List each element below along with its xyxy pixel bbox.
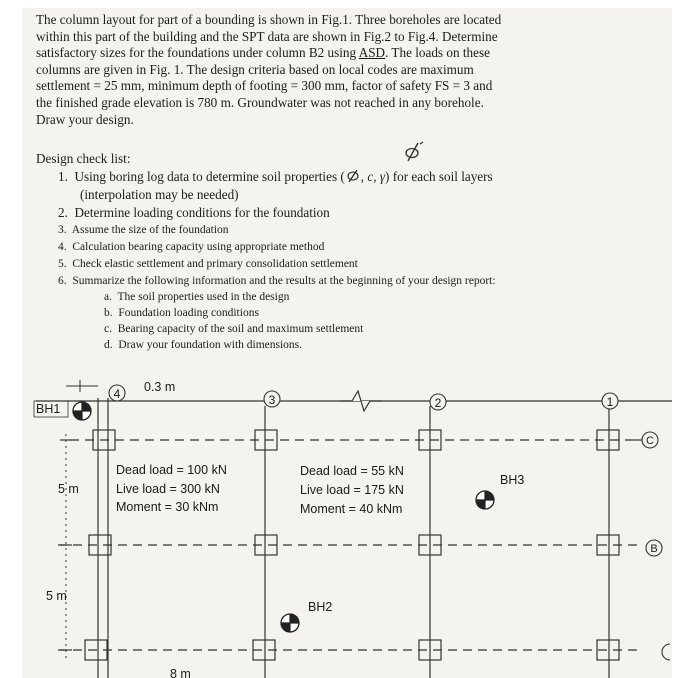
problem-line-7: Draw your design. — [36, 111, 134, 127]
subitem-text: Bearing capacity of the soil and maximum settlement — [117, 323, 364, 335]
item-number: 3. — [58, 224, 67, 236]
row-c-label: C — [646, 435, 654, 447]
column-3-label: 3 — [268, 393, 276, 407]
checklist-item-1-note: (interpolation may be needed) — [80, 187, 239, 202]
right-live-load: Live load = 175 kN — [300, 483, 404, 497]
item-number: 6. — [58, 275, 67, 287]
left-moment: Moment = 30 kNm — [116, 500, 219, 514]
column-2-label: 2 — [434, 396, 442, 410]
item-text: Check elastic settlement and primary consolidation settlement — [72, 258, 358, 270]
subitem-letter: a. — [104, 291, 112, 303]
bh1-label: BH1 — [36, 402, 61, 416]
checklist-title: Design check list: — [36, 151, 131, 166]
column-4-label: 4 — [113, 387, 121, 401]
problem-line-6: the finished grade elevation is 780 m. Groundwater was not reached in any borehole. — [36, 94, 484, 110]
row-a-bubble-partial — [662, 644, 670, 660]
bh3-label: BH3 — [500, 473, 525, 487]
item-tail: ) for each soil layers — [385, 169, 493, 184]
item-text: Calculation bearing capacity using appropriate method — [72, 241, 325, 253]
asd-term: ASD — [358, 45, 386, 61]
subitem-text: The soil properties used in the design — [117, 291, 290, 303]
item-number: 4. — [58, 241, 67, 253]
column-1-label: 1 — [606, 395, 614, 409]
item-number: 5. — [58, 258, 67, 270]
left-live-load: Live load = 300 kN — [116, 482, 220, 496]
subitem-text: Draw your foundation with dimensions. — [118, 339, 303, 351]
problem-line-1: The column layout for part of a bounding is shown in Fig.1. Three boreholes are located — [36, 12, 502, 27]
problem-line-3-tail: . The loads on these — [385, 45, 490, 61]
item-text: Summarize the following information and the results at the beginning of your design report: — [72, 275, 496, 287]
item-text: Assume the size of the foundation — [71, 224, 229, 236]
problem-line-4: columns are given in Fig. 1. The design criteria based on local codes are maximum — [36, 61, 474, 77]
item-number: 2. — [58, 205, 68, 220]
soil-symbols: c, γ — [367, 169, 386, 184]
problem-line-3-text: satisfactory sizes for the foundations under column B2 using — [36, 45, 357, 61]
problem-line-5: settlement = 25 mm, minimum depth of footing = 300 mm, factor of safety FS = 3 and — [36, 78, 493, 94]
subitem-letter: c. — [104, 323, 112, 335]
row-b-label: B — [650, 543, 658, 555]
left-dead-load: Dead load = 100 kN — [116, 463, 227, 477]
bottom-span-label: 8 m — [170, 667, 191, 678]
span-label-lower: 5 m — [46, 589, 67, 603]
textbook-page — [22, 8, 672, 678]
right-moment: Moment = 40 kNm — [300, 502, 403, 516]
subitem-letter: d. — [104, 339, 113, 351]
item-text: Determine loading conditions for the foundation — [74, 205, 330, 220]
span-label-upper: 5 m — [58, 482, 79, 496]
subitem-text: Foundation loading conditions — [118, 307, 259, 319]
offset-dimension-label: 0.3 m — [144, 380, 176, 394]
right-dead-load: Dead load = 55 kN — [300, 464, 404, 478]
checklist-item-1: 1. Using boring log data to determine soil properties ( , c, γ) for each soil layers — [58, 169, 493, 184]
subitem-letter: b. — [104, 307, 113, 319]
column-layout-drawing — [22, 8, 672, 678]
break-symbol — [340, 391, 382, 411]
problem-line-2: within this part of the building and the SPT data are shown in Fig.2 to Fig.4. Determine — [36, 28, 498, 44]
bh2-label: BH2 — [308, 600, 333, 614]
item-text: Using boring log data to determine soil properties ( — [74, 169, 345, 184]
item-number: 1. — [58, 169, 68, 184]
